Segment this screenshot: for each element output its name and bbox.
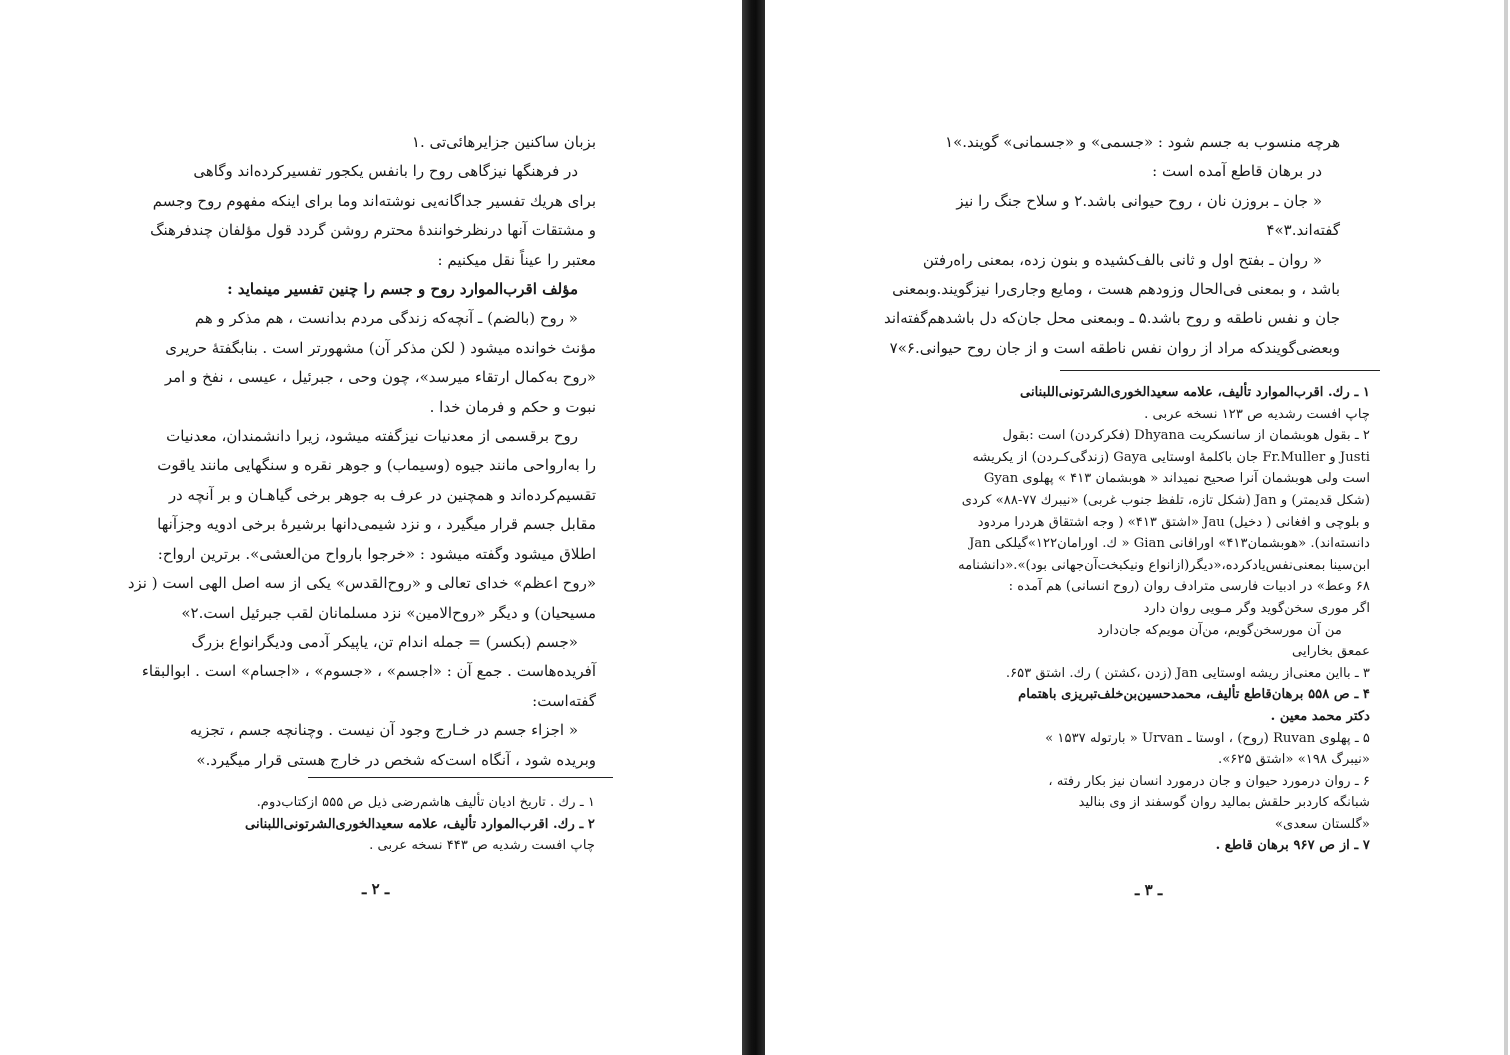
footnote-line: اگر موری سخن‌گوید وگر مـویی روان دارد bbox=[1143, 600, 1370, 616]
body-line: نبوت و حکم و فرمان خدا . bbox=[429, 397, 596, 416]
body-line: بزبان ساکنین جزایرهائی‌تی .۱ bbox=[411, 133, 596, 151]
body-line: باشد ، و بمعنی فی‌الحال وزودهم هست ، ومایع وجاری‌را نیزگویند.وبمعنی bbox=[892, 280, 1340, 299]
body-line: «روح به‌کمال ارتقاء میرسد»، چون وحی ، جبرئیل ، عیسی ، نفخ و امر bbox=[164, 368, 596, 387]
footnote-line: ۳ ـ بااین معنی‌از ریشه اوستایی Jan (زدن ،کشتن ) رك. اشتق ۶۵۳. bbox=[1005, 665, 1370, 681]
body-line: « روان ـ بفتح اول و ثانی بالف‌کشیده و بنون زده، بمعنی راه‌رفتن bbox=[922, 250, 1322, 269]
page-edge bbox=[1504, 0, 1508, 1055]
footnote-line: است ولی هوبشمان آنرا صحیح نمیداند « هوبشمان ۴۱۳ » پهلوی Gyan bbox=[983, 471, 1370, 487]
body-line: را به‌ارواحی مانند جیوه (وسیماب) و جوهر نقره و سنگهایی مانند یاقوت bbox=[157, 456, 596, 475]
body-line: برای هریك تفسیر جداگانه‌یی نوشته‌اند وما برای اینکه مفهوم روح وجسم bbox=[152, 191, 596, 210]
body-line: وبعضی‌گویندکه مراد از روان نفس ناطقه است و از جان روح حیوانی.۶»۷ bbox=[889, 338, 1340, 357]
body-line: «روح اعظم» خدای تعالی و «روح‌القدس» یکی از سه اصل الهی است ( نزد bbox=[127, 574, 596, 593]
body-line: مسیحیان) و دیگر «روح‌الامین» نزد مسلمانان لقب جبرئیل است.۲» bbox=[181, 603, 596, 622]
footnote-line: ۴ ـ ص ۵۵۸ برهان‌قاطع تألیف، محمدحسین‌بن‌خلف‌تبریزی باهتمام bbox=[1018, 687, 1370, 703]
body-line: معتبر را عیناً نقل میکنیم : bbox=[437, 250, 596, 269]
body-line: مؤلف اقرب‌الموارد روح و جسم را چنین تفسیر مینماید : bbox=[227, 280, 578, 299]
body-line: هرچه منسوب به جسم شود : «جسمی» و «جسمانی» گویند.»۱ bbox=[945, 133, 1340, 151]
body-line: جان و نفس ناطقه و روح باشد.۵ ـ وبمعنی محل جان‌که دل باشدهم‌گفته‌اند bbox=[884, 309, 1340, 328]
footnote-line: ۱ ـ رك. اقرب‌الموارد تألیف، علامه سعیدالخوری‌الشرتونی‌اللبنانی bbox=[1019, 385, 1370, 400]
body-line: مؤنث خوانده میشود ( لکن مذکر آن) مشهورتر است . بنابگفتهٔ حریری bbox=[165, 338, 596, 357]
body-line: در برهان قاطع آمده است : bbox=[1152, 162, 1322, 181]
footnote-line: و بلوچی و افغانی ( دخیل) Jau «اشتق ۴۱۳» ( وجه اشتقاق هردرا مردود bbox=[977, 514, 1370, 530]
body-line: « روح (بالضم) ـ آنچه‌که زندگی مردم بدانست ، هم مذکر و هم bbox=[194, 309, 578, 328]
footnote-divider bbox=[308, 777, 613, 778]
body-line: وبریده شود ، آنگاه است‌که شخص در خارج هستی قرار میگیرد.» bbox=[196, 750, 596, 769]
left-page-body bbox=[127, 128, 596, 775]
right-page-footnotes bbox=[938, 382, 1370, 857]
page-number: ـ ۳ ـ bbox=[1135, 881, 1163, 899]
body-line: «جسم (بکسر) = جمله اندام تن، یاپیکر آدمی ودیگرانواع بزرگ bbox=[191, 632, 578, 651]
body-line: روح برقسمی از معدنیات نیزگفته میشود، زیرا دانشمندان، معدنیات bbox=[166, 427, 578, 446]
left-page-footnotes bbox=[165, 792, 595, 857]
footnote-line: من آن مورسخن‌گویم، من‌آن مویم‌که جان‌دارد bbox=[1097, 622, 1342, 638]
footnote-line: دانسته‌اند). «هوبشمان۴۱۳» اورافانی Gian « ك. اورامان۱۲۲»گیلکی Jan bbox=[969, 536, 1370, 552]
body-line: گفته‌است: bbox=[532, 691, 596, 710]
book-gutter bbox=[742, 0, 765, 1055]
body-line: و مشتقات آنها درنظرخوانندهٔ محترم روشن گردد قول مؤلفان چندفرهنگ bbox=[150, 221, 596, 240]
footnote-line: (شکل قدیمتر) و Jan (شکل تازه، تلفظ جنوب غربی) «نیبرك ۷۷-۸۸» کردی bbox=[961, 492, 1370, 508]
footnote-line: ۵ ـ پهلوی Ruvan (روح) ، اوستا ـ Urvan « بارتوله ۱۵۳۷ » bbox=[1045, 730, 1370, 746]
body-line: « اجزاء جسم در خـارج وجود آن نیست . وچنانچه جسم ، تجزیه bbox=[189, 721, 578, 740]
footnote-line: ۷ ـ از ص ۹۶۷ برهان قاطع . bbox=[1215, 838, 1370, 854]
footnote-line: ۲ ـ بقول هوبشمان از سانسکریت Dhyana (فکرکردن) است :بقول bbox=[1002, 428, 1370, 444]
footnote-line: شبانگه کاردبر حلقش بمالید روان گوسفند از وی بنالید bbox=[1078, 795, 1370, 811]
footnote-line: Justi و Fr.Muller جان باکلمهٔ اوستایی Gaya (زندگی‌کـردن) از یکریشه bbox=[972, 449, 1370, 465]
body-line: در فرهنگها نیزگاهی روح را بانفس یکجور تفسیرکرده‌اند وگاهی bbox=[193, 162, 578, 181]
footnote-line: ۲ ـ رك. اقرب‌الموارد تألیف، علامه سعیدالخوری‌الشرتونی‌اللبنانی bbox=[244, 816, 595, 832]
footnote-line: دکتر محمد معین . bbox=[1270, 708, 1370, 724]
footnote-line: «نیبرگ ۱۹۸» «اشتق ۶۲۵». bbox=[1218, 752, 1370, 768]
footnote-line: ۶ ـ روان درمورد حیوان و جان درمورد انسان نیز بکار رفته ، bbox=[1048, 773, 1370, 789]
footnote-line: ۶۸ وعط» در ادبیات فارسی مترادف روان (روح انسانی) هم آمده : bbox=[1008, 579, 1370, 595]
footnote-line: «گلستان سعدی» bbox=[1274, 816, 1370, 832]
body-line: « جان ـ بروزن نان ، روح حیوانی باشد.۲ و سلاح جنگ را نیز bbox=[956, 191, 1322, 210]
footnote-line: چاپ افست رشدیه ص ۴۴۳ نسخه عربی . bbox=[369, 838, 595, 854]
body-line: تقسیم‌کرده‌اند و همچنین در عرف به جوهر برخی گیاهـان و بر آنچه در bbox=[168, 485, 596, 504]
body-line: اطلاق میشود وگفته میشود : «خرجوا بارواح من‌العشی». برترین ارواح: bbox=[157, 544, 596, 563]
footnote-line: عمعق بخارایی bbox=[1292, 644, 1370, 660]
right-page-body bbox=[884, 128, 1340, 363]
body-line: آفریده‌هاست . جمع آن : «اجسم» ، «جسوم» ، «اجسام» است . ابوالبقاء bbox=[141, 662, 596, 681]
footnote-line: ۱ ـ رك . تاریخ ادیان تألیف هاشم‌رضی ذیل ص ۵۵۵ ازکتاب‌دوم. bbox=[256, 795, 595, 810]
page-number: ـ ۲ ـ bbox=[362, 880, 390, 898]
footnote-line: چاپ افست رشدیه ص ۱۲۳ نسخه عربی . bbox=[1144, 406, 1370, 422]
body-line: مقابل جسم قرار میگیرد ، و نزد شیمی‌دانها برشیرهٔ برخی ادویه وجزآنها bbox=[157, 515, 596, 534]
body-line: گفته‌اند.۳»۴ bbox=[1266, 221, 1340, 240]
footnote-divider bbox=[1060, 370, 1380, 371]
footnote-line: ابن‌سینا بمعنی‌نفس‌یادکرده،«دیگر(ازانواع ونیکبخت‌آن‌جهانی بود)».«دانشنامه bbox=[958, 557, 1370, 573]
